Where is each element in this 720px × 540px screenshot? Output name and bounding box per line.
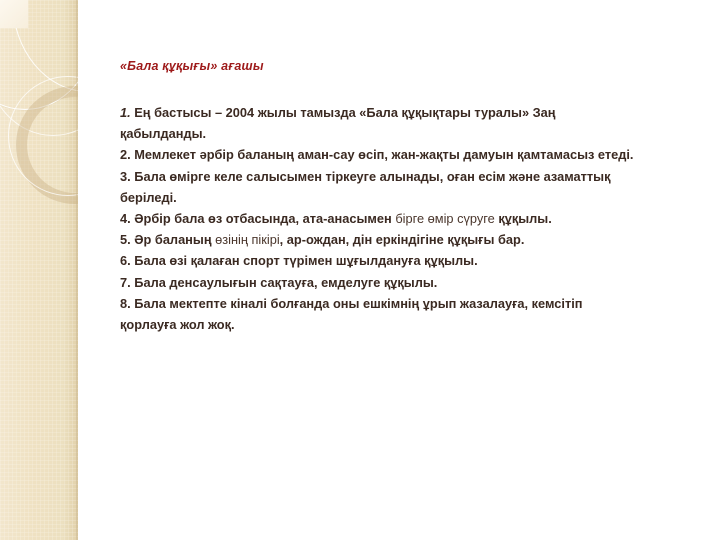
sidebar-corner-accent [0, 0, 28, 28]
list-item-number: 3. [120, 168, 131, 184]
list-item-text: Әр баланың [134, 232, 216, 248]
list-item-text-end: , ар-ождан, дін еркіндігіне құқығы бар. [279, 232, 525, 248]
rights-list [120, 102, 700, 335]
list-item [120, 102, 640, 144]
list-item-number: 6. [120, 253, 131, 269]
list-item-number: 7. [120, 274, 131, 290]
list-item-number: 1. [120, 105, 131, 120]
list-item [120, 144, 640, 165]
list-item [120, 229, 640, 250]
list-item-text: Ең бастысы – 2004 жылы тамызда «Бала құқықтары туралы» Заң қабылданды. [120, 105, 556, 142]
slide-title: «Бала құқығы» ағашы [120, 59, 264, 73]
list-item-text: Бала өзі қалаған спорт түрімен шұғылдануға құқылы. [134, 253, 478, 269]
list-item-text: Бала мектепте кіналі болғанда оны ешкімнің ұрып жазалауға, кемсітіп қорлауға жол жоқ. [120, 295, 583, 333]
list-item-number: 4. [120, 211, 131, 227]
sidebar-edge-divider [76, 0, 78, 540]
decorative-sidebar-band [0, 0, 78, 540]
list-item-text: Мемлекет әрбір баланың аман-сау өсіп, жан-жақты дамуын қамтамасыз етеді. [134, 147, 634, 163]
list-item-text: Әрбір бала өз отбасында, ата-анасымен [134, 211, 396, 227]
list-item-text: Бала өмірге келе салысымен тіркеуге алынады, оған есім және азаматтық беріледі. [120, 168, 611, 205]
list-item-emphasis: өзінің пікірі [215, 232, 280, 248]
list-item-text-end: құқылы. [494, 211, 552, 227]
list-item [120, 293, 640, 335]
list-item [120, 166, 640, 208]
list-item [120, 208, 640, 229]
list-item-number: 5. [120, 232, 131, 248]
list-item-number: 2. [120, 147, 131, 163]
list-item-emphasis: бірге өмір сүруге [395, 211, 495, 227]
list-item-text: Бала денсаулығын сақтауға, емделуге құқылы. [134, 274, 438, 290]
list-item-number: 8. [120, 295, 131, 311]
list-item [120, 250, 640, 271]
list-item [120, 272, 640, 293]
slide-content [120, 58, 700, 335]
